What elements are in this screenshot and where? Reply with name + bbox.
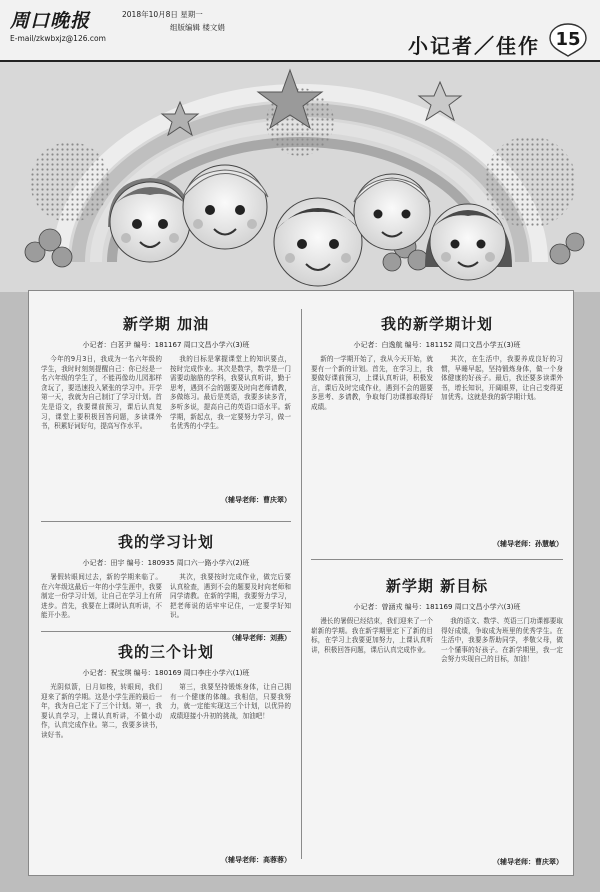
article-body-col: 我的语文、数学、英语三门功课都要取得好成绩，争取成为班里的优秀学生。在生活中，我要多帮助同学，孝敬父母，做一个懂事的好孩子。在新学期里，我一定会努力实现自己的目标，加油！ (441, 617, 563, 664)
article-body-col: 漫长的暑假已经结束，我们迎来了一个崭新的学期。我在新学期里定下了新的目标，在学习上我要更加努力，上课认真听讲，积极回答问题，课后认真完成作业。 (311, 617, 433, 654)
page-header (0, 0, 600, 62)
article-body-col: 新的一学期开始了，我从今天开始，就要有一个新的计划。首先，在学习上，我要做好课前预习，上课认真听讲，积极发言，课后及时完成作业，遇到不会的题要多思考、多请教，争取每门功课都取得好成绩。 (311, 355, 433, 411)
article-mentor: （辅导老师：孙慧敏） (493, 540, 563, 548)
article-title: 我的三个计划 (117, 643, 214, 661)
article-body-col: 光阴似箭，日月如梭，转眼间，我们迎来了新的学期。这是小学生涯的最后一年，我为自己定下了三个计划。第一，我要认真学习，上课认真听讲，不做小动作，认真完成作业。第二，我要多读书，读好书。 (41, 683, 162, 739)
article-three-plans (41, 641, 291, 865)
article-body-col: 今年的9月3日，我成为一名六年级的学生，我时时刻刻提醒自己：你已经是一名六年级的学生了，不能再像幼儿园那样贪玩了，要迅速投入紧张的学习中。开学第一天，我就为自己制订了学习计划。首先是语文，我要课前预习，课后认真复习，课堂上要积极回答问题，多读课外书，积累好词好句，提高写作水平。 (41, 355, 162, 431)
layout-editor: 组版编辑 楼文娟 (170, 23, 225, 32)
article-title: 我的新学期计划 (380, 315, 493, 333)
column-divider (301, 309, 302, 859)
article-mentor: （辅导老师：曹庆翠） (221, 496, 291, 504)
article-new-goals (311, 575, 563, 867)
article-byline: 小记者：曾涵戎 编号：181169 周口文昌小学六(3)班 (353, 603, 521, 611)
newspaper-masthead: 周口晚报 (10, 10, 91, 32)
article-byline: 小记者：田宇 编号：180935 周口六一路小学六(2)班 (82, 559, 250, 567)
article-study-plan (41, 531, 291, 643)
article-byline: 小记者：祝宝琪 编号：180169 周口李庄小学六(1)班 (82, 669, 250, 677)
article-divider (41, 521, 291, 522)
article-body-col: 其次，在生活中，我要养成良好的习惯，早睡早起，坚持锻炼身体，做一个身体健康的好孩子。最后，我还要多读课外书，增长知识，开阔眼界，让自己变得更加优秀。这就是我的新学期计划。 (441, 355, 563, 402)
article-mentor: （辅导老师：曹庆翠） (493, 858, 563, 866)
article-title: 新学期 新目标 (385, 577, 489, 595)
article-body-col: 第三，我要坚持锻炼身体，让自己拥有一个健康的体魄。我相信，只要我努力，就一定能实现这三个计划，以优异的成绩迎接小升初的挑战，加油吧！ (170, 683, 291, 720)
page-number: 15 (555, 29, 581, 50)
article-mentor: （辅导老师：刘燕） (228, 634, 291, 642)
articles-panel (28, 290, 574, 876)
section-title: 小记者／佳作 (408, 34, 540, 58)
article-title: 我的学习计划 (117, 533, 214, 551)
contact-email: E-mail/zkwbxjz@126.com (10, 34, 106, 43)
article-semester-plan (311, 313, 563, 549)
article-body-col: 我的目标是掌握课堂上的知识要点，按时完成作业。其次是数学，数学是一门需要动脑筋的学科，我要认真听讲，勤于思考，遇到不会的题要及时向老师请教，多做练习。最后是英语，我要多读多背，多听多说，提高自己的英语口语水平。新学期，新起点，我一定要努力学习，做一名优秀的小学生。 (170, 355, 291, 431)
article-new-semester-cheer (41, 313, 291, 505)
article-mentor: （辅导老师：高蓉蓉） (221, 856, 291, 864)
article-body-col: 暑假转眼间过去，新的学期来临了。在六年级这最后一年的小学生涯中，我要制定一份学习计划，让自己在学习上有所进步。首先，我要在上课时认真听讲，不能开小差。 (41, 573, 162, 620)
article-byline: 小记者：白逸航 编号：181152 周口文昌小学五(3)班 (353, 341, 521, 349)
hero-illustration (0, 62, 600, 292)
kids-rainbow-illustration (0, 62, 600, 292)
page-number-badge (548, 22, 588, 58)
issue-date: 2018年10月8日 星期一 (122, 10, 203, 19)
article-title: 新学期 加油 (122, 315, 210, 333)
article-divider (311, 559, 563, 560)
article-byline: 小记者：白茗尹 编号：181167 周口文昌小学六(3)班 (82, 341, 250, 349)
article-body-col: 其次，我要按时完成作业，做完后要认真检查，遇到不会的题要及时向老师和同学请教。在新的学期，我要努力学习，把老师说的话牢牢记住，一定要学好知识。 (170, 573, 291, 620)
